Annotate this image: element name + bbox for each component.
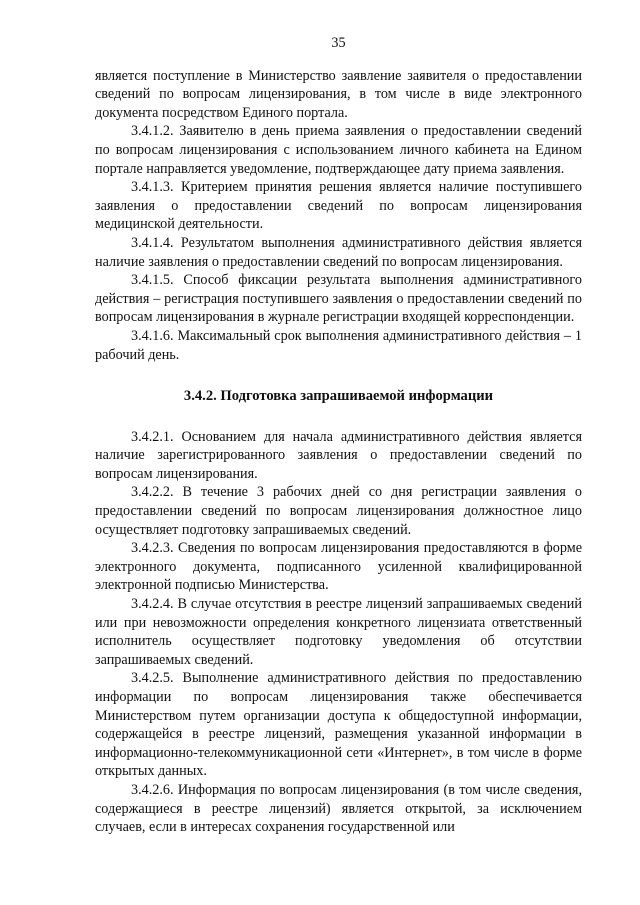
document-page [95, 34, 582, 837]
paragraph-3-4-2-1: 3.4.2.1. Основанием для начала административного действия является наличие зарегистрированного заявления о предоставлении сведений по вопросам лицензирования. [95, 428, 582, 482]
paragraph-3-4-2-3: 3.4.2.3. Сведения по вопросам лицензирования предоставляются в форме электронного документа, подписанного усиленной квалифицированной электронной подписью Министерства. [95, 540, 582, 594]
paragraph-3-4-2-5: 3.4.2.5. Выполнение административного действия по предоставлению информации по вопросам лицензирования также обеспечивается Министерством путем организации доступа к общедоступной информации, содержащейся в реестре лицензий, размещения указанной информации в информационно-телекоммуникационной сети «Интернет», в том числе в форме открытых данных. [95, 670, 582, 780]
paragraph-3-4-1-5: 3.4.1.5. Способ фиксации результата выполнения административного действия – регистрация поступившего заявления о предоставлении сведений по вопросам лицензирования в журнале регистрации входящей корреспонденции. [95, 272, 582, 326]
section-heading: 3.4.2. Подготовка запрашиваемой информации [183, 388, 494, 405]
paragraph-3-4-1-4: 3.4.1.4. Результатом выполнения административного действия является наличие заявления о предоставлении сведений по вопросам лицензирования. [95, 234, 582, 270]
paragraph-3-4-1-3: 3.4.1.3. Критерием принятия решения является наличие поступившего заявления о предоставлении сведений по вопросам лицензирования медицинской деятельности. [95, 179, 582, 233]
paragraph-3-4-2-4: 3.4.2.4. В случае отсутствия в реестре лицензий запрашиваемых сведений или при невозможности определения конкретного лицензиата ответственный исполнитель осуществляет подготовку уведомления об отсутствии запрашиваемых сведений. [95, 596, 582, 668]
paragraph-3-4-1-2: 3.4.1.2. Заявителю в день приема заявления о предоставлении сведений по вопросам лицензирования с использованием личного кабинета на Едином портале направляется уведомление, подтверждающее дату приема заявления. [95, 123, 582, 177]
paragraph-continuation: является поступление в Министерство заявление заявителя о предоставлении сведений по вопросам лицензирования, в том числе в виде электронного документа посредством Единого портала. [95, 67, 582, 121]
paragraph-3-4-2-2: 3.4.2.2. В течение 3 рабочих дней со дня регистрации заявления о предоставлении сведений по вопросам лицензирования должностное лицо осуществляет подготовку запрашиваемых сведений. [95, 484, 582, 538]
page-number: 35 [331, 35, 346, 51]
paragraph-3-4-1-6: 3.4.1.6. Максимальный срок выполнения административного действия – 1 рабочий день. [95, 327, 582, 363]
paragraph-3-4-2-6: 3.4.2.6. Информация по вопросам лицензирования (в том числе сведения, содержащиеся в реестре лицензий) является открытой, за исключением случаев, если в интересах сохранения государственной или [95, 781, 582, 836]
